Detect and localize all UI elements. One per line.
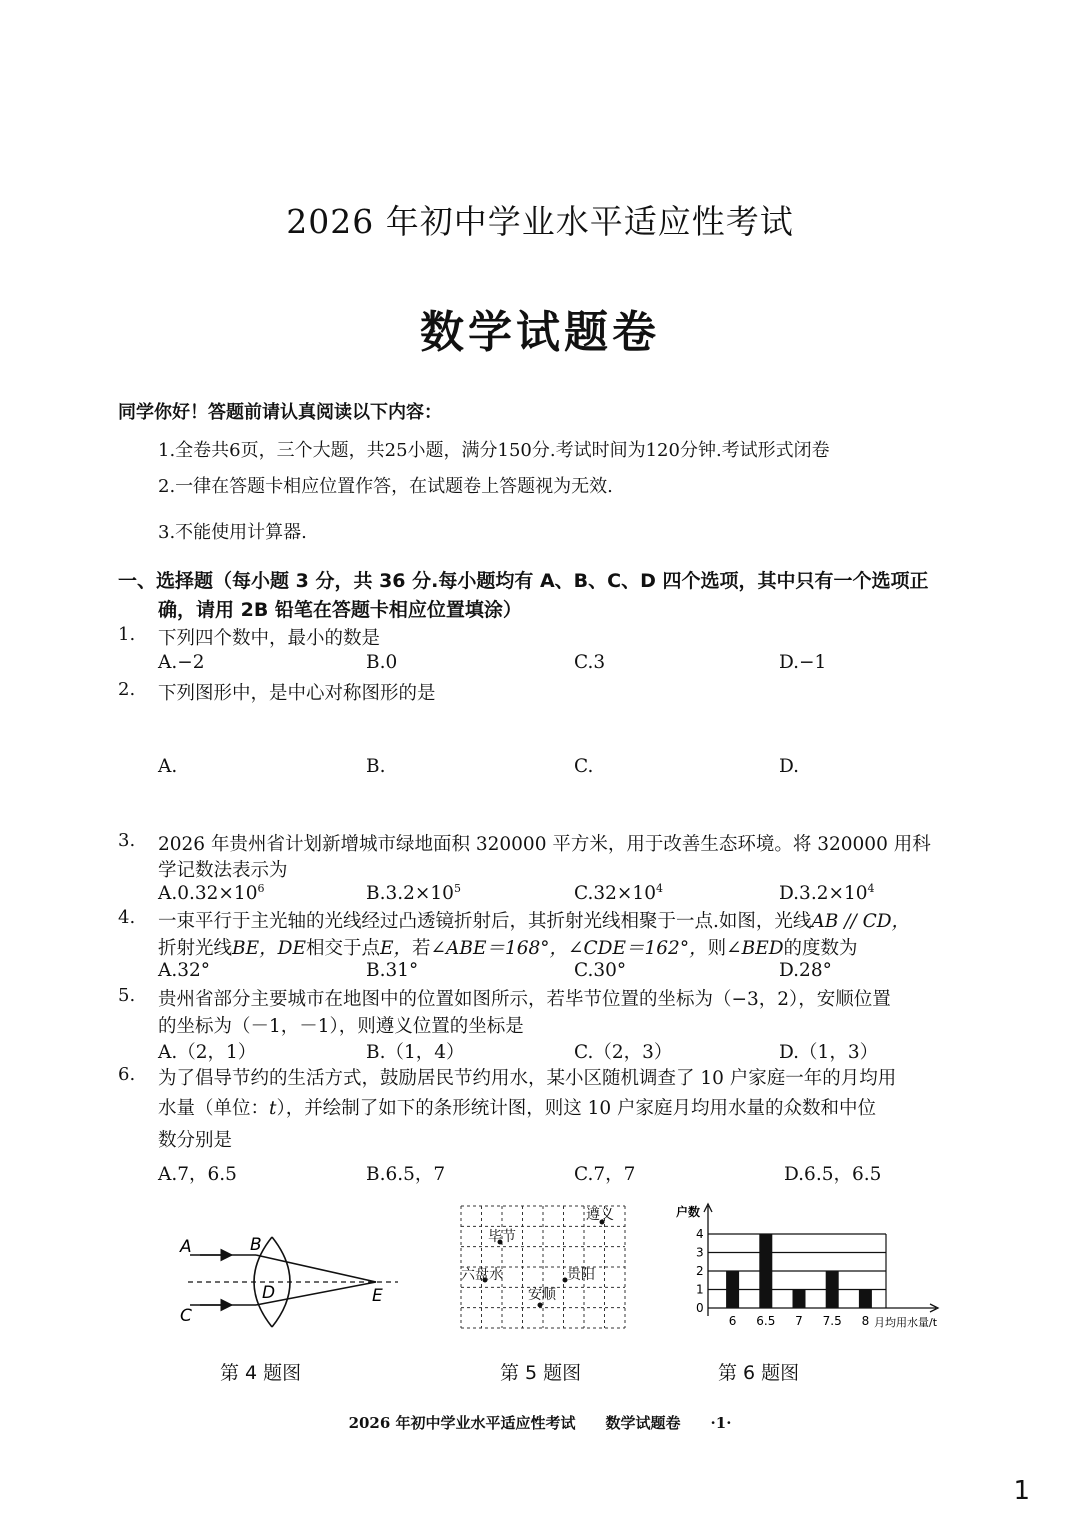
city-dot-anshun [538,1303,543,1308]
city-label-liupanshui: 六盘水 [461,1267,503,1283]
page-footer: 2026 年初中学业水平适应性考试 数学试题卷 ·1· [348,1414,732,1432]
city-label-bijie: 毕节 [488,1229,516,1245]
question-text-cont: 的坐标为（－1，－1），则遵义位置的坐标是 [158,1016,524,1037]
instruction-item: 2.一律在答题卡相应位置作答，在试题卷上答题视为无效. [158,476,613,497]
question-text-cont: 数分别是 [158,1130,233,1151]
ray-be [256,1255,376,1282]
option-a: A.−2 [158,652,205,673]
question-text: 贵州省部分主要城市在地图中的位置如图所示，若毕节位置的坐标为（−3，2），安顺位置 [158,989,891,1010]
bar [793,1290,806,1309]
figure-5-caption: 第 5 题图 [500,1362,582,1384]
question-number: 6. [118,1064,136,1085]
option-a: A.（2，1） [158,1042,257,1063]
bar [859,1290,872,1309]
question-number: 2. [118,679,136,700]
option-d: D. [779,756,800,777]
x-axis-label: 月均用水量/t [874,1316,938,1329]
option-a: A. [158,756,178,777]
question-text-cont: 水量（单位：t），并绘制了如下的条形统计图，则这 10 户家庭月均用水量的众数和中位 [158,1098,877,1119]
question-number: 3. [118,830,136,851]
option-d: D.28° [779,960,832,981]
y-axis-label: 户数 [676,1205,701,1219]
instruction-item: 3.不能使用计算器. [158,522,307,543]
y-tick-label: 1 [696,1282,704,1297]
instructions-greeting: 同学你好！答题前请认真阅读以下内容： [118,402,442,423]
city-label-anshun: 安顺 [528,1287,556,1303]
option-b: B.（1，4） [366,1042,465,1063]
option-b: $B.3.2\times 10^5$ [366,882,461,904]
question-number: 1. [118,624,136,645]
bar [759,1234,772,1308]
page-number: 1 [1013,1476,1030,1506]
label-a: A [180,1237,192,1257]
question-number: 4. [118,907,136,928]
option-c: $C.32\times 10^4$ [574,882,663,904]
y-tick-label: 0 [696,1301,704,1315]
question-text: 下列图形中，是中心对称图形的是 [158,683,436,704]
bar [826,1271,839,1308]
option-a: $A.0.32\times 10^6$ [158,882,265,904]
y-tick-label: 4 [696,1227,704,1241]
x-tick-label: 6 [728,1314,737,1328]
question-text: 2026 年贵州省计划新增城市绿地面积 320000 平方米，用于改善生态环境。将 320000 用科 [158,834,931,855]
figure-5-map-grid [455,1200,631,1334]
question-text: 为了倡导节约的生活方式，鼓励居民节约用水，某小区随机调查了 10 户家庭一年的月均用 [158,1068,897,1089]
option-c: C.3 [574,652,606,673]
option-d: D.−1 [779,652,827,673]
option-c: C. [574,756,594,777]
y-tick-label: 3 [696,1245,704,1260]
option-a: A.32° [158,960,211,981]
question-text: 下列四个数中，最小的数是 [158,628,381,649]
question-text-cont: 学记数法表示为 [158,860,288,881]
bar [726,1271,739,1308]
question-number: 5. [118,985,136,1006]
question-text-cont: 折射光线BE，DE相交于点E，若∠ABE＝168°，∠CDE＝162°，则∠BED的度数为 [158,938,858,959]
option-d: D.（1，3） [779,1042,879,1063]
figure-6-caption: 第 6 题图 [718,1362,800,1384]
option-b: B.6.5，7 [366,1164,446,1185]
option-a: A.7，6.5 [158,1164,237,1185]
city-label-zunyi: 遵义 [586,1207,614,1223]
label-c: C [180,1306,192,1326]
option-c: C.（2，3） [574,1042,673,1063]
paper-title: 数学试题卷 [420,307,660,358]
option-b: B. [366,756,386,777]
exam-title: 2026 年初中学业水平适应性考试 [286,202,794,241]
instruction-item: 1.全卷共6页，三个大题，共25小题，满分150分.考试时间为120分钟.考试形式闭卷 [158,440,830,461]
city-label-guiyang: 贵阳 [567,1267,595,1283]
option-c: C.7，7 [574,1164,636,1185]
option-d: $D.3.2\times 10^4$ [779,882,875,904]
x-tick-label: 7.5 [822,1314,842,1328]
question-text: 一束平行于主光轴的光线经过凸透镜折射后，其折射光线相聚于一点.如图，光线AB // CD， [158,911,911,932]
label-d: D [262,1283,276,1303]
section-heading: 一、选择题（每小题 3 分，共 36 分.每小题均有 A、B、C、D 四个选项，其中只有一个选项正 [118,570,929,592]
section-heading-cont: 确，请用 2B 铅笔在答题卡相应位置填涂） [158,599,522,621]
y-tick-label: 2 [696,1264,704,1278]
x-tick-label: 6.5 [756,1314,776,1328]
x-tick-label: 8 [861,1314,870,1328]
option-b: B.31° [366,960,419,981]
option-c: C.30° [574,960,627,981]
figure-4-lens-diagram [170,1225,410,1340]
figure-6-bar-chart [668,1198,960,1338]
label-e: E [372,1286,383,1306]
option-b: B.0 [366,652,398,673]
figure-4-caption: 第 4 题图 [220,1362,302,1384]
x-tick-label: 7 [795,1314,803,1328]
option-d: D.6.5，6.5 [784,1164,882,1185]
label-b: B [250,1235,262,1255]
